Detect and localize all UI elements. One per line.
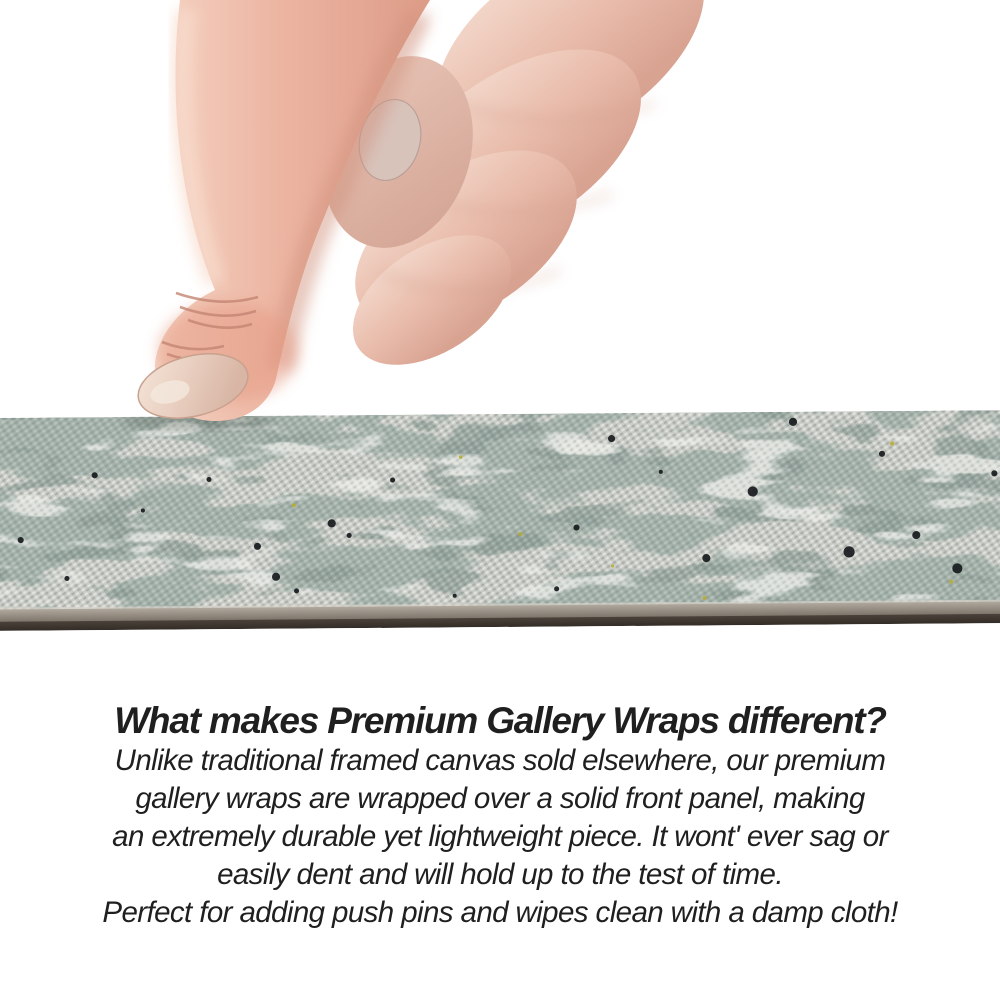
- canvas-strip: [0, 410, 1000, 631]
- marketing-copy: [0, 699, 1000, 932]
- body-line-4: easily dent and will hold up to the test of time.: [217, 858, 783, 891]
- body-line-5: Perfect for adding push pins and wipes clean with a damp cloth!: [102, 896, 898, 929]
- body-line-3: an extremely durable yet lightweight piece. It wont' ever sag or: [112, 820, 888, 853]
- body-line-2: gallery wraps are wrapped over a solid front panel, making: [135, 782, 865, 815]
- canvas-strip-graphic: [0, 410, 1000, 631]
- headline: What makes Premium Gallery Wraps different?: [114, 700, 886, 741]
- hand-pressing-photo: [0, 0, 1000, 426]
- body-line-1: Unlike traditional framed canvas sold elsewhere, our premium: [114, 744, 886, 777]
- canvas-weave-overlay: [0, 410, 1000, 614]
